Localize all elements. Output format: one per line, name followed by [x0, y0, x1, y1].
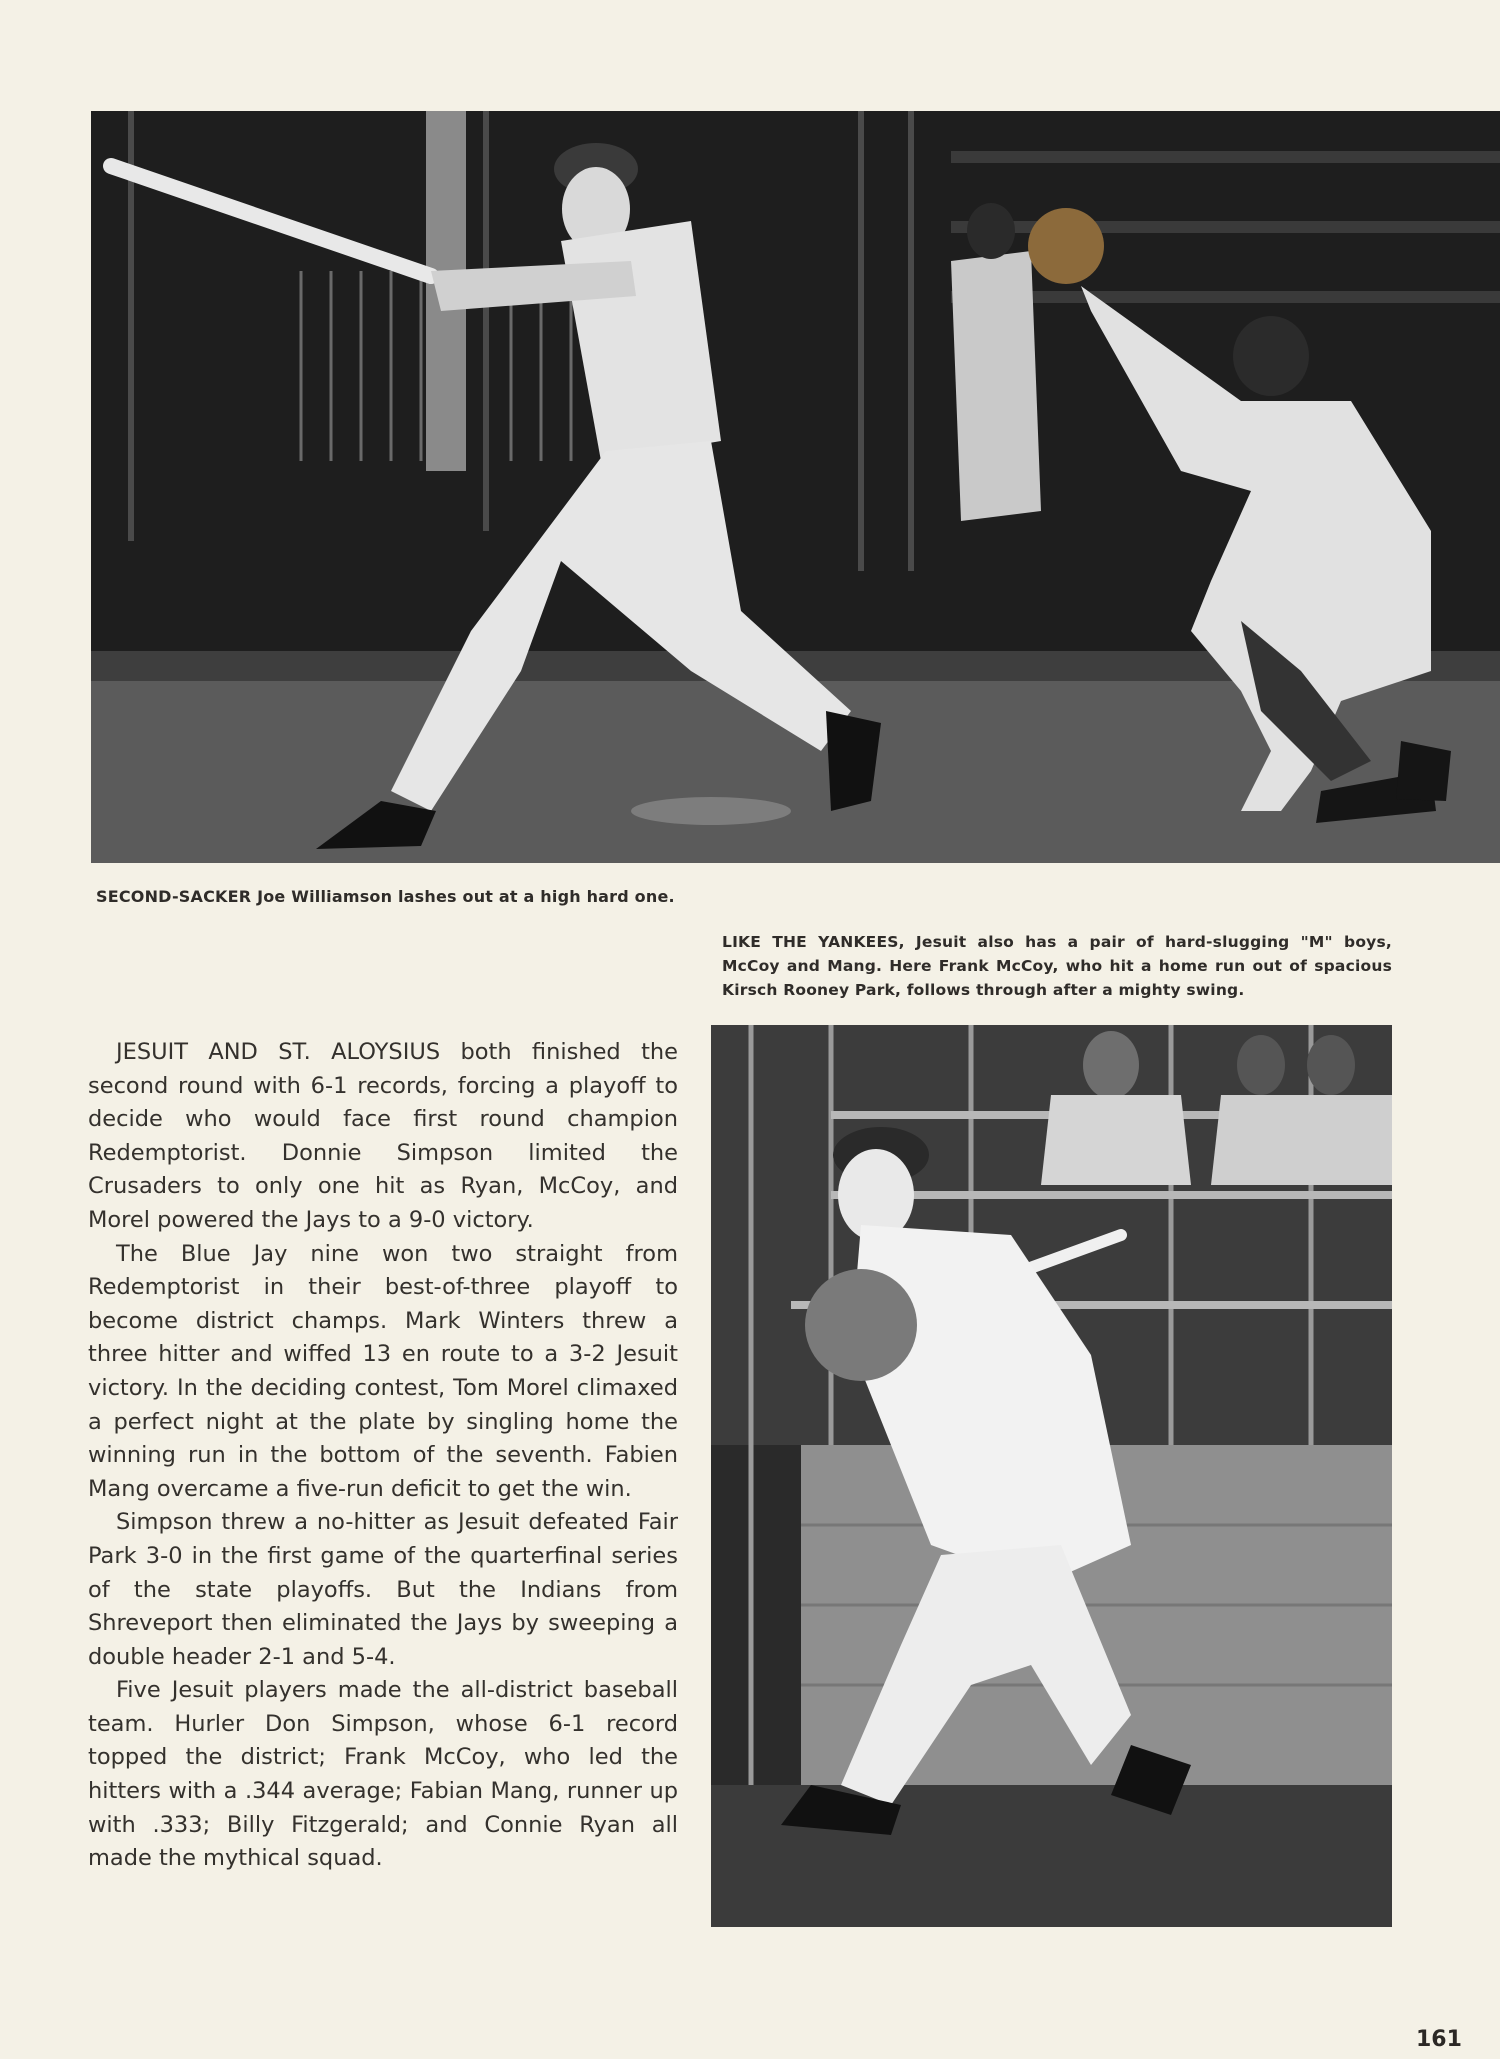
- article-paragraph: JESUIT AND ST. ALOYSIUS both finished the second round with 6-1 records, forcing a playoff to decide who would face first round champion Redemptorist. Donnie Simpson limited the Crusaders to only one hit as Ryan, McCoy, and Morel powered the Jays to a 9-0 victory.: [88, 1039, 678, 1233]
- article-paragraph: Five Jesuit players made the all-district baseball team. Hurler Don Simpson, whose 6-1 record topped the district; Frank McCoy, who led the hitters with a .344 average; Fabian Mang, runner up with .333; Billy Fitzgerald; and Connie Ryan all made the mythical squad.: [88, 1677, 678, 1872]
- top-photo-caption: SECOND-SACKER Joe Williamson lashes out at a high hard one.: [96, 887, 675, 906]
- article-paragraph: The Blue Jay nine won two straight from Redemptorist in their best-of-three playoff to become district champs. Mark Winters threw a three hitter and wiffed 13 en route to a 3-2 Jesuit victory. In the deciding contest, Tom Morel climaxed a perfect night at the plate by singling home the winning run in the bottom of the seventh. Fabien Mang overcame a five-run deficit to get the win.: [88, 1240, 678, 1502]
- batter-and-catcher-photo: [91, 111, 1500, 863]
- batter-swing-photo: [711, 1025, 1392, 1927]
- batter-and-catcher-image: [91, 111, 1500, 863]
- bottom-photo-caption: LIKE THE YANKEES, Jesuit also has a pair of hard-slugging "M" boys, McCoy and Mang. Here Frank McCoy, who hit a home run out of spacious Kirsch Rooney Park, follows through after a mighty swing.: [722, 933, 1392, 999]
- article-body: [88, 1036, 678, 1876]
- batter-swing-image: [711, 1025, 1392, 1927]
- page-number: 161: [1416, 2027, 1462, 2052]
- article-paragraph: Simpson threw a no-hitter as Jesuit defeated Fair Park 3-0 in the first game of the quarterfinal series of the state playoffs. But the Indians from Shreveport then eliminated the Jays by sweeping a double header 2-1 and 5-4.: [88, 1509, 678, 1670]
